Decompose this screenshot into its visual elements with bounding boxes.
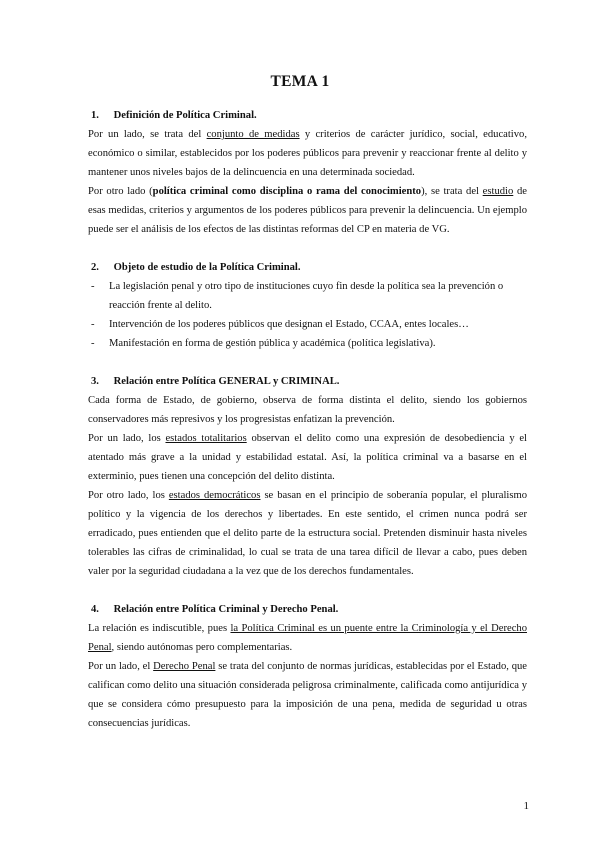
section-4-heading: 4. Relación entre Política Criminal y Derecho Penal. — [91, 604, 339, 615]
section-1-paragraph-1: Por un lado, se trata del conjunto de medidas y criterios de carácter jurídico, social, educativo, económico o similar, establecidos por los poderes públicos para prevenir y reaccionar frente al delito y mantener unos niveles bajos de la delincuencia en una determinada sociedad. — [88, 129, 527, 178]
list-item: - La legislación penal y otro tipo de instituciones cuyo fin desde la política sea la prevención o reacción frente al delito. — [88, 277, 527, 315]
section-2-heading: 2. Objeto de estudio de la Política Criminal. — [91, 262, 301, 273]
section-4-paragraph-2: Por un lado, el Derecho Penal se trata del conjunto de normas jurídicas, establecidas por el Estado, que califican como delito una situación considerada peligrosa criminalmente, calificada como antijurídica y que se considera cómo presupuesto para la imposición de una pena, medida de seguridad u otras consecuencias jurídicas. — [88, 661, 528, 729]
list-item: - Manifestación en forma de gestión pública y académica (política legislativa). — [88, 334, 527, 353]
section-1-heading: 1. Definición de Política Criminal. — [91, 110, 257, 121]
page-number: 1 — [523, 800, 529, 812]
section-3-paragraph-1: Cada forma de Estado, de gobierno, observa de forma distinta el delito, siendo los gobiernos conservadores más represivos y los progresistas enfatizan la prevención. — [88, 395, 527, 425]
page-title: TEMA 1 — [270, 73, 330, 90]
list-item: - Intervención de los poderes públicos que designan el Estado, CCAA, entes locales… — [88, 315, 527, 334]
section-2-list — [88, 277, 527, 353]
document-body — [88, 106, 527, 733]
section-3-paragraph-2: Por un lado, los estados totalitarios observan el delito como una expresión de desobediencia y el atentado más grave a la unidad y estabilidad estatal. Así, la política criminal va a basarse en el exterminio, pues tienen una concepción del delito distinta. — [88, 433, 527, 482]
section-3-heading: 3. Relación entre Política GENERAL y CRIMINAL. — [91, 376, 340, 387]
section-3-paragraph-3: Por otro lado, los estados democráticos se basan en el principio de soberanía popular, el pluralismo político y la vigencia de los derechos y libertades. En este sentido, el crimen nunca podrá ser erradicado, pues entienden que el delito parte de la estructura social. Pretenden disminuir hasta niveles tolerables las cifras de criminalidad, lo cual se trata de una tarea difícil de llevar a cabo, pues deben valer por la seguridad ciudadana a la vez que de los derechos fundamentales. — [88, 490, 527, 577]
section-4-paragraph-1: La relación es indiscutible, pues la Política Criminal es un puente entre la Criminología y el Derecho Penal, siendo autónomas pero complementarias. — [88, 623, 527, 653]
section-1-paragraph-2: Por otro lado (política criminal como disciplina o rama del conocimiento), se trata del estudio de esas medidas, criterios y argumentos de los poderes públicos para prevenir la delincuencia. Un ejemplo puede ser el análisis de los efectos de las distintas reformas del CP en materia de VG. — [88, 186, 527, 235]
